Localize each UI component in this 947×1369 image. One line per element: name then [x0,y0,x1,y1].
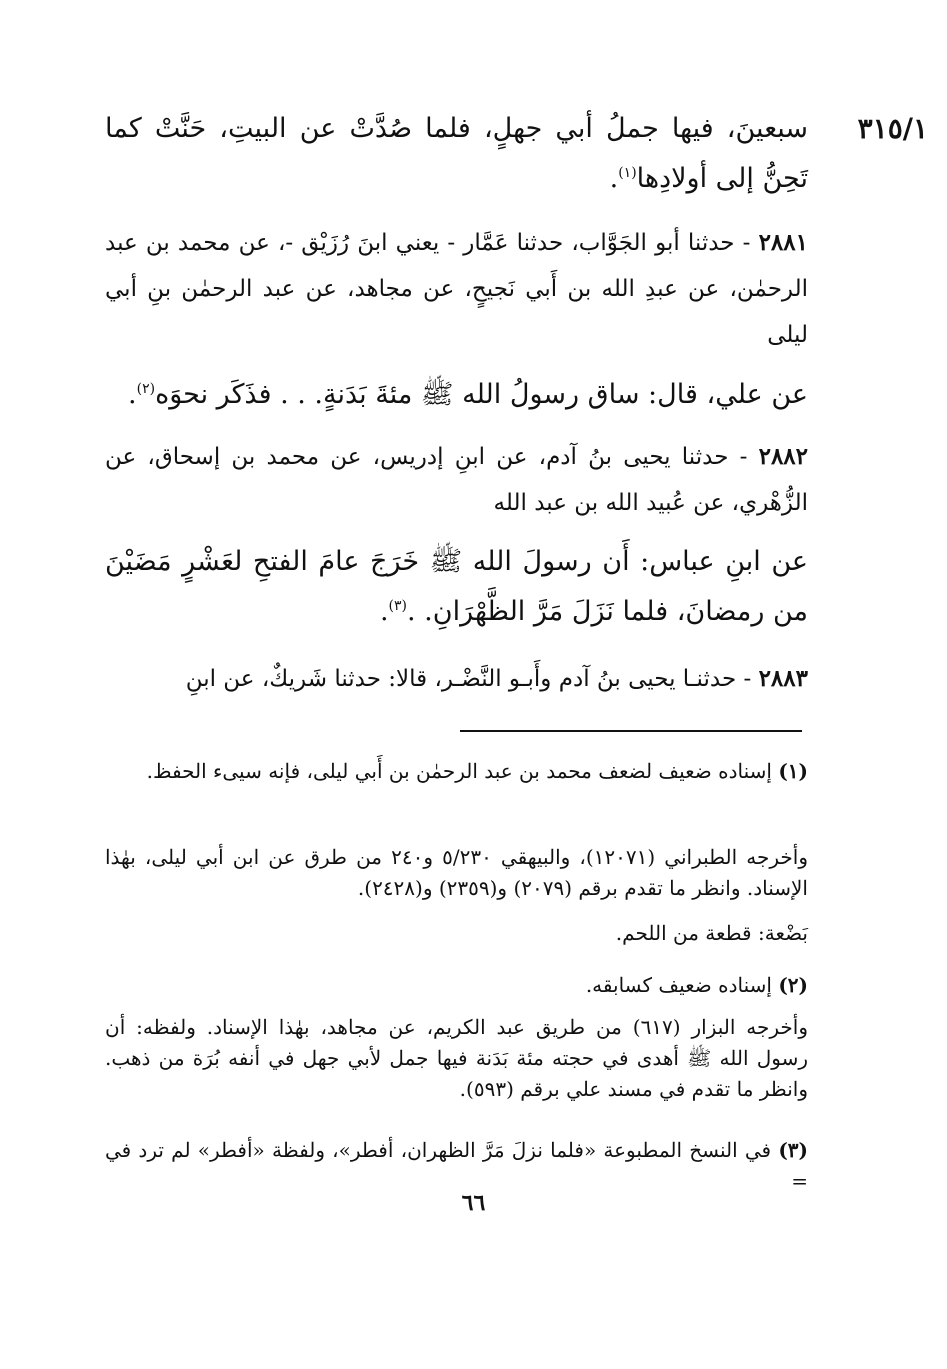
hadith-2880-continuation [105,104,808,204]
hadith-2881-matn [105,370,808,420]
footnote-text: بَضْعة: قطعة من اللحم. [615,921,808,945]
footnote-ref-3[interactable]: (٣) [388,598,408,614]
footnote-number: (١) [778,759,808,783]
footnote-text: إسناده ضعيف كسابقه. [585,973,772,997]
isnad-text: - حدثنـا يحيى بنُ آدم وأَبـو النَّضْـر، قالا: حدثنا شَريكٌ، عن ابنِ [185,666,752,692]
footnote-text: إسناده ضعيف لضعف محمد بن عبد الرحمٰن بن أَبي ليلى، فإنه سيىء الحفظ. [146,759,772,783]
hadith-2882-matn [105,537,808,637]
hadith-number: ٢٨٨١ [758,229,808,256]
isnad-text: - حدثنا أبو الجَوَّاب، حدثنا عَمَّار - يعني ابنَ رُزَيْق -، عن محمد بن عبد الرحمٰن، عن عبدِ الله بن أَبي نَجيحٍ، عن مجاهد، عن عبد الرحمٰن بنِ أبي ليلى [105,230,808,348]
footnote-text: وأخرجه البزار (٦١٧) من طريق عبد الكريم، عن مجاهد، بهٰذا الإسناد. ولفظه: أن رسول الله ﷺ أهدى في حجته مئة بَدَنة فيها جمل لأبي جهل في أنفه بُرَة من ذهب. وانظر ما تقدم في مسند علي برقم (٥٩٣). [105,1015,808,1101]
matn-text: عن علي، قال: ساق رسولُ الله ﷺ مئةَ بَدَنةٍ. . . فذَكَر نحوَه [155,379,808,410]
punctuation: . [609,163,619,194]
footnote-divider [460,730,802,732]
footnote-1-grading [105,756,808,787]
hadith-2883-isnad [105,656,808,702]
footnote-1-gloss [105,918,808,949]
punctuation: . [128,379,137,410]
footnote-ref-1[interactable]: (١) [618,165,637,181]
hadith-number: ٢٨٨٢ [758,443,809,470]
hadith-number: ٢٨٨٣ [758,665,808,692]
isnad-text: - حدثنا يحيى بنُ آدم، عن ابنِ إدريس، عن محمد بن إسحاق، عن الزُّهْري، عن عُبيد الله بن عبد الله [105,444,808,516]
footnote-text: وأخرجه الطبراني (١٢٠٧١)، والبيهقي ٥/٢٣٠ و٢٤٠ من طرق عن ابن أبي ليلى، بهٰذا الإسناد. وانظر ما تقدم برقم (٢٠٧٩) و(٢٣٥٩) و(٢٤٢٨). [105,845,809,900]
matn-text: عن ابنِ عباس: أَن رسولَ الله ﷺ خَرَجَ عامَ الفتحِ لعَشْرٍ مَضَيْنَ من رمضانَ، فلما نَزَلَ مَرَّ الظَّهْرَانِ. . [105,546,808,627]
punctuation: . [379,596,389,627]
footnote-text: في النسخ المطبوعة «فلما نزلَ مَرَّ الظهران، أفطر»، ولفظة «أفطر» لم ترد في = [105,1138,808,1193]
hadith-2882-isnad [105,434,808,526]
page-number: ٦٦ [461,1190,486,1216]
footnote-2-sources [105,1012,808,1105]
hadith-2881-isnad [105,220,808,358]
volume-page-reference: ٣١٥/١ [857,112,928,145]
footnote-number: (٣) [778,1138,808,1162]
footnote-2-grading [105,970,808,1001]
footnote-number: (٢) [778,973,808,997]
footnote-3 [105,1135,808,1197]
footnote-1-sources [105,842,808,904]
hadith-text: سبعينَ، فيها جملُ أبي جهلٍ، فلما صُدَّتْ عن البيتِ، حَنَّتْ كما تَحِنُّ إلى أولادِها [105,113,808,194]
footnote-ref-2[interactable]: (٢) [136,381,156,397]
